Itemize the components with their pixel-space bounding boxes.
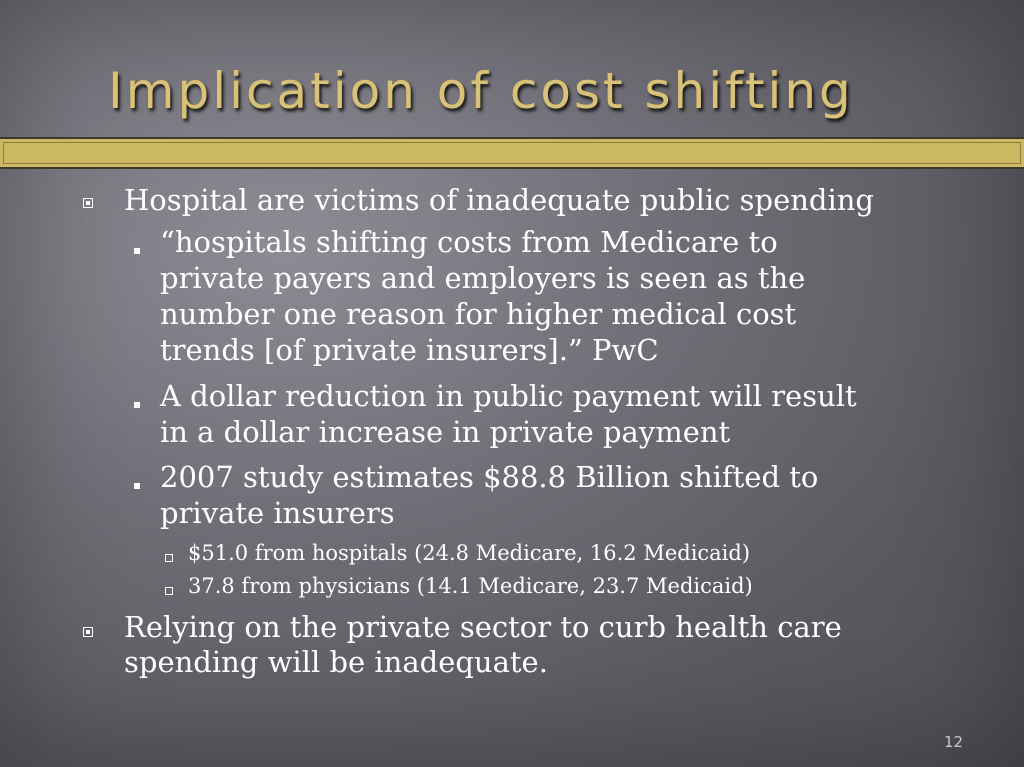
sub-bullet-line: private insurers xyxy=(160,496,395,530)
filled-square-bullet-icon xyxy=(134,393,140,412)
slide-title: Implication of cost shifting xyxy=(108,62,854,120)
hollow-square-bullet-icon xyxy=(165,580,173,599)
sub-bullet-line: 2007 study estimates $88.8 Billion shifted to xyxy=(160,460,819,494)
bullet-text: spending will be inadequate. xyxy=(124,645,548,679)
sub-bullet-line: “hospitals shifting costs from Medicare to xyxy=(160,225,778,259)
sub-bullet-line: trends [of private insurers].” PwC xyxy=(160,333,659,367)
bullet-text: Hospital are victims of inadequate public spending xyxy=(124,183,874,217)
bullet-text: Relying on the private sector to curb health care xyxy=(124,610,842,644)
sub-bullet-line: private payers and employers is seen as the xyxy=(160,261,806,295)
filled-square-bullet-icon xyxy=(134,474,140,493)
sub-bullet-line: number one reason for higher medical cost xyxy=(160,297,797,331)
filled-square-bullet-icon xyxy=(134,239,140,258)
page-number: 12 xyxy=(944,733,964,751)
sub-sub-bullet-text: $51.0 from hospitals (24.8 Medicare, 16.2 Medicaid) xyxy=(188,541,751,565)
boxed-square-bullet-icon xyxy=(83,193,93,212)
hollow-square-bullet-icon xyxy=(165,547,173,566)
sub-sub-bullet-text: 37.8 from physicians (14.1 Medicare, 23.7 Medicaid) xyxy=(188,574,753,598)
sub-bullet-line: A dollar reduction in public payment will result xyxy=(160,379,857,413)
sub-bullet-line: in a dollar increase in private payment xyxy=(160,415,731,449)
boxed-square-bullet-icon xyxy=(83,622,93,641)
